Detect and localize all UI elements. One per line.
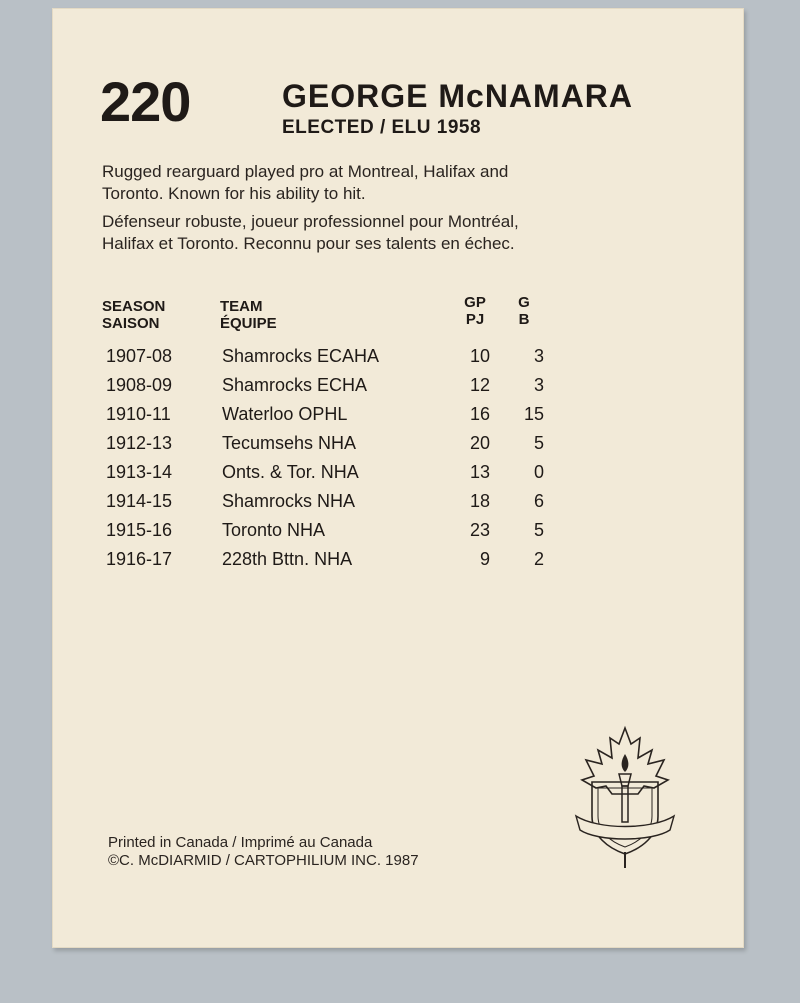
table-row (100, 429, 560, 458)
bio-en-line: Toronto. Known for his ability to hit. (102, 184, 366, 203)
cell-team: Shamrocks ECHA (222, 375, 368, 395)
header-goals: G B (518, 294, 530, 328)
header-team: TEAM ÉQUIPE (220, 298, 277, 332)
cell-g: 6 (533, 491, 544, 511)
card-number: 220 (100, 70, 191, 133)
cell-g: 3 (533, 346, 544, 366)
cell-season: 1910-11 (106, 404, 171, 424)
table-row (100, 342, 560, 371)
bio-english (102, 161, 702, 205)
cell-gp: 13 (469, 462, 490, 482)
header-season: SEASON SAISON (102, 298, 166, 332)
table-row (100, 545, 560, 574)
cell-g: 5 (533, 433, 544, 453)
cell-gp: 9 (479, 549, 490, 569)
cell-season: 1915-16 (106, 520, 173, 540)
cell-g: 3 (533, 375, 544, 395)
cell-gp: 20 (469, 433, 490, 453)
cell-gp: 23 (469, 520, 490, 540)
cell-g: 15 (523, 404, 544, 424)
hall-of-fame-logo-icon (568, 724, 682, 872)
cell-team: Toronto NHA (222, 520, 326, 540)
cell-season: 1913-14 (106, 462, 173, 482)
cell-gp: 10 (469, 346, 490, 366)
cell-team: Shamrocks ECAHA (222, 346, 380, 366)
cell-gp: 18 (469, 491, 490, 511)
cell-gp: 16 (469, 404, 490, 424)
cell-season: 1907-08 (106, 346, 173, 366)
table-row (100, 371, 560, 400)
cell-season: 1916-17 (106, 549, 173, 569)
player-name: GEORGE McNAMARA (282, 78, 634, 114)
table-row (100, 487, 560, 516)
cell-season: 1914-15 (106, 491, 173, 511)
table-row (100, 458, 560, 487)
bio-en-line: Rugged rearguard played pro at Montreal, Halifax and (102, 162, 509, 181)
table-row (100, 400, 560, 429)
table-row (100, 516, 560, 545)
header-games-played: GP PJ (464, 294, 486, 328)
cell-team: Tecumsehs NHA (222, 433, 357, 453)
cell-team: 228th Bttn. NHA (222, 549, 353, 569)
bio-fr-line: Halifax et Toronto. Reconnu pour ses talents en échec. (102, 234, 515, 253)
cell-g: 2 (533, 549, 544, 569)
bio-fr-line: Défenseur robuste, joueur professionnel pour Montréal, (102, 212, 519, 231)
copyright-line: ©C. McDIARMID / CARTOPHILIUM INC. 1987 (108, 852, 419, 869)
cell-g: 5 (533, 520, 544, 540)
cell-season: 1908-09 (106, 375, 173, 395)
bio-french (102, 211, 702, 255)
cell-g: 0 (533, 462, 544, 482)
elected-year: ELECTED / ELU 1958 (282, 117, 482, 138)
cell-team: Onts. & Tor. NHA (222, 462, 359, 482)
trading-card-back (52, 8, 744, 948)
cell-gp: 12 (469, 375, 490, 395)
cell-team: Shamrocks NHA (222, 491, 356, 511)
printed-in-canada: Printed in Canada / Imprimé au Canada (108, 834, 373, 851)
cell-season: 1912-13 (106, 433, 173, 453)
cell-team: Waterloo OPHL (222, 404, 348, 424)
